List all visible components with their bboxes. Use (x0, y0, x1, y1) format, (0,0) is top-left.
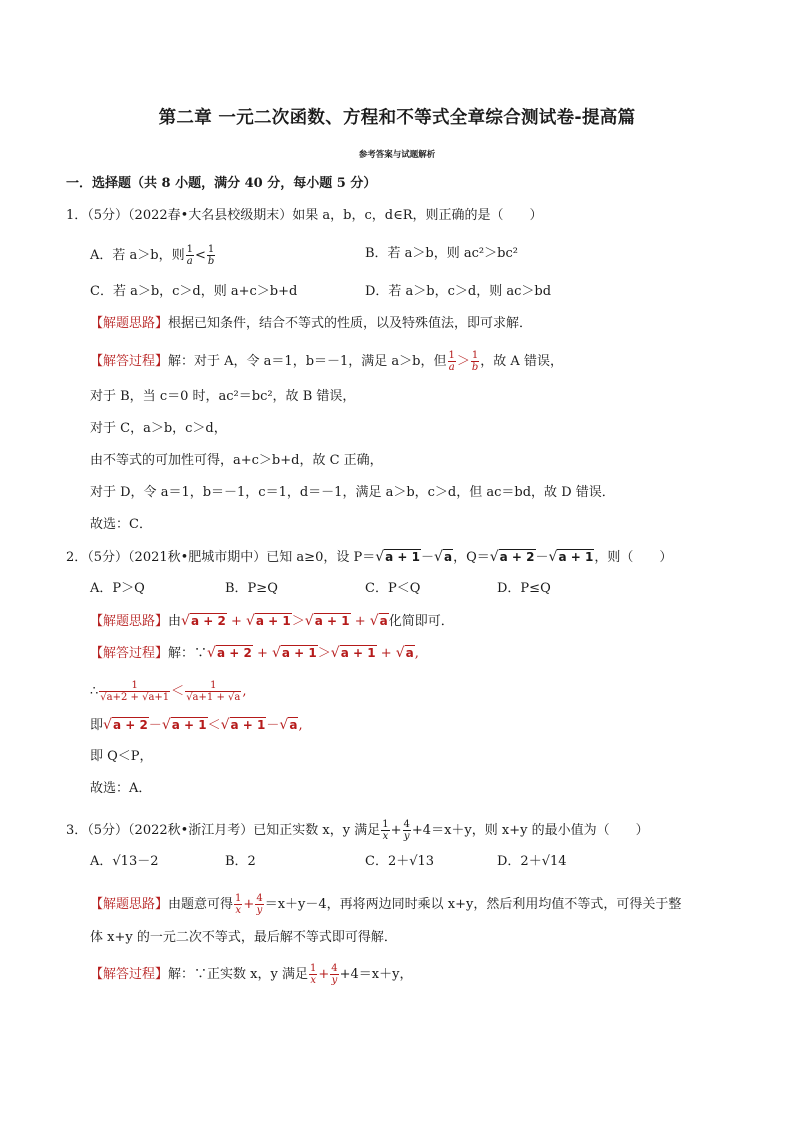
fraction: $\frac{1}{b}$ (207, 244, 215, 267)
q3-process-1: 【解答过程】解：∵正实数 x，y 满足 $\frac{1}{x}$ + $\frac{4}{y}$ +4＝x＋y， (90, 963, 413, 986)
q1-option-a[interactable]: A．若 a＞b，则 $\frac{1}{a}$ < $\frac{1}{b}$ (90, 244, 215, 267)
q1-stem: 1．（5分）（2022春•大名县校级期末）如果 a，b，c，d∈R，则正确的是（ ） (66, 208, 543, 223)
q2-idea: 【解题思路】由√a + 2 + √a + 1＞√a + 1 + √a化简即可． (90, 613, 454, 629)
q3-option-b[interactable]: B．2 (225, 854, 256, 869)
q2-process-3: 即√a + 2－√a + 1＜√a + 1－√a, (90, 717, 303, 733)
fraction: $\frac{1}{a}$ (186, 244, 193, 267)
q3-idea-2: 体 x+y 的一元二次不等式，最后解不等式即可得解． (90, 930, 397, 945)
q2-option-a[interactable]: A．P＞Q (90, 581, 145, 596)
q3-option-c[interactable]: C．2＋√13 (365, 854, 435, 869)
section-heading: 一．选择题（共 8 小题，满分 40 分，每小题 5 分） (66, 176, 377, 191)
q1-process-4: 由不等式的可加性可得，a+c＞b+d，故 C 正确， (90, 453, 383, 468)
q3-stem: 3．（5分）（2022秋•浙江月考）已知正实数 x，y 满足 $\frac{1}{x}$ + $\frac{4}{y}$ +4＝x＋y，则 x+y 的最小值为（ ） (66, 819, 649, 842)
q1-process-3: 对于 C，a＞b，c＞d， (90, 421, 227, 436)
q2-option-d[interactable]: D．P≤Q (497, 581, 551, 596)
q1-answer: 故选：C． (90, 517, 152, 532)
q1-process-1: 【解答过程】解：对于 A，令 a＝1，b＝－1，满足 a＞b，但 $\frac{1}{a}$ ＞ $\frac{1}{b}$ ，故 A 错误， (90, 350, 563, 373)
q2-option-c[interactable]: C．P＜Q (365, 581, 421, 596)
q2-option-b[interactable]: B．P≥Q (225, 581, 278, 596)
page-title: 第二章 一元二次函数、方程和不等式全章综合测试卷-提高篇 (158, 108, 636, 128)
q3-idea-1: 【解题思路】由题意可得 $\frac{1}{x}$ + $\frac{4}{y}$ ＝x＋y－4，再将两边同时乘以 x+y，然后利用均值不等式，可得关于整 (90, 893, 682, 916)
q1-option-b[interactable]: B．若 a＞b，则 ac²＞bc² (365, 246, 518, 261)
q2-stem: 2．（5分）（2021秋•肥城市期中）已知 a≥0，设 P＝√a + 1－√a，Q＝√a + 2－√a + 1，则（ ） (66, 549, 673, 565)
q1-option-d[interactable]: D．若 a＞b，c＞d，则 ac＞bd (365, 284, 552, 299)
q1-option-c[interactable]: C．若 a＞b，c＞d，则 a+c＞b+d (90, 284, 298, 299)
q3-option-d[interactable]: D．2＋√14 (497, 854, 567, 869)
q1-process-2: 对于 B，当 c＝0 时，ac²＝bc²，故 B 错误， (90, 389, 356, 404)
q3-option-a[interactable]: A．√13－2 (90, 854, 159, 869)
q1-process-5: 对于 D，令 a＝1，b＝－1，c＝1，d＝－1，满足 a＞b，c＞d，但 ac＝bd，故 D 错误． (90, 485, 615, 500)
q2-process-1: 【解答过程】解：∵√a + 2 + √a + 1＞√a + 1 + √a, (90, 645, 419, 661)
q1-idea: 【解题思路】根据已知条件，结合不等式的性质，以及特殊值法，即可求解． (90, 316, 533, 331)
q2-answer: 故选：A． (90, 781, 152, 796)
q2-process-4: 即 Q＜P， (90, 749, 153, 764)
q2-process-2: ∴ $\frac{1}{√a+2 + √a+1}$ ＜ $\frac{1}{√a+1 + √a}$ , (90, 680, 247, 703)
page-subtitle: 参考答案与试题解析 (358, 150, 436, 160)
